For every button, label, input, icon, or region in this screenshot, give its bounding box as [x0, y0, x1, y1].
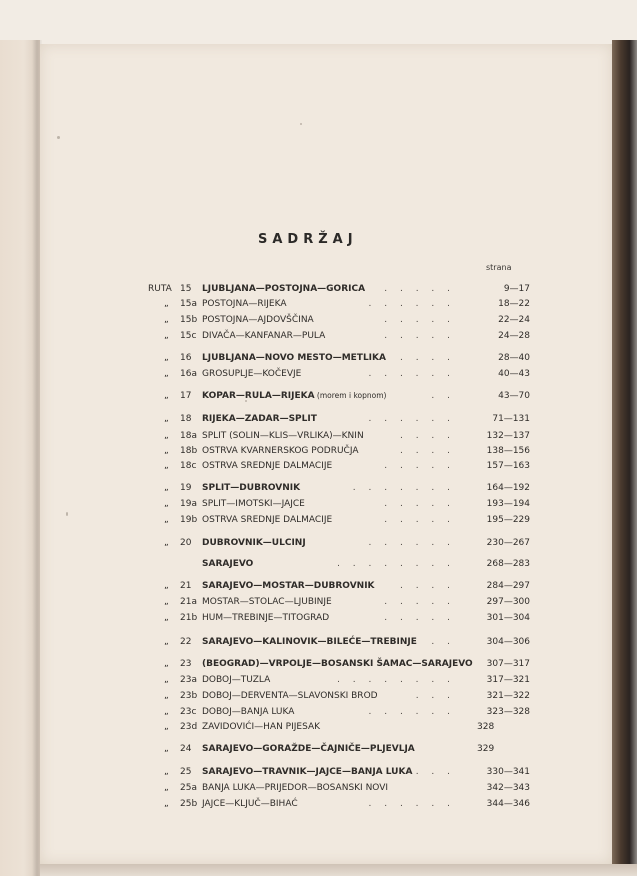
toc-entry-leader-dots: . . . . . . [368, 707, 455, 717]
toc-entry-prefix: „ [164, 767, 169, 777]
toc-entry-title: SARAJEVO—MOSTAR—DUBROVNIK [202, 581, 375, 591]
toc-entry-prefix: „ [164, 707, 169, 717]
toc-entry [0, 781, 637, 795]
toc-entry-page-range: 43—70 [498, 391, 530, 401]
toc-entry-page-range: 268—283 [486, 559, 530, 569]
toc-entry-prefix: „ [164, 744, 169, 754]
toc-entry-route-number: 15c [180, 331, 197, 341]
toc-entry-route-number: 18b [180, 446, 198, 456]
toc-entry [0, 329, 637, 343]
toc-entry [0, 412, 637, 426]
toc-entry-title: DOBOJ—DERVENTA—SLAVONSKI BROD [202, 691, 378, 701]
toc-entry [0, 481, 637, 495]
toc-entry-route-number: 23 [180, 659, 192, 669]
toc-entry-route-number: 21a [180, 597, 197, 607]
toc-entry-note: (morem i kopnom) [314, 391, 387, 400]
toc-entry-route-number: 15b [180, 315, 198, 325]
toc-entry-leader-dots: . . . . . [384, 284, 455, 294]
toc-entry [0, 705, 637, 719]
toc-entry-prefix: „ [164, 538, 169, 548]
toc-entry-leader-dots: . . . . . [384, 515, 455, 525]
toc-entry-page-range: 297—300 [486, 597, 530, 607]
toc-entry-prefix: „ [164, 315, 169, 325]
toc-entry [0, 513, 637, 527]
toc-entry-prefix: „ [164, 483, 169, 493]
toc-entry-title: DIVAČA—KANFANAR—PULA [202, 331, 326, 341]
page-title: SADRŽAJ [258, 232, 358, 247]
toc-entry-leader-dots: . . . . . . . [352, 483, 455, 493]
toc-entry-leader-dots: . . . [415, 767, 455, 777]
toc-entry-page-range: 328 [477, 722, 495, 732]
page-column-label: strana [486, 263, 512, 272]
toc-entry-prefix: „ [164, 446, 169, 456]
toc-entry [0, 557, 637, 571]
toc-entry-prefix: RUTA [148, 284, 172, 294]
toc-entry-leader-dots: . . . . [399, 353, 455, 363]
toc-entry-prefix: „ [164, 637, 169, 647]
toc-entry-prefix: „ [164, 414, 169, 424]
toc-entry-page-range: 284—297 [486, 581, 530, 591]
toc-entry [0, 351, 637, 365]
toc-entry [0, 313, 637, 327]
toc-entry-route-number: 18 [180, 414, 192, 424]
toc-entry-leader-dots: . . . . [399, 581, 455, 591]
toc-entry-title: LJUBLJANA—POSTOJNA—GORICA [202, 284, 366, 294]
toc-entry-prefix: „ [164, 299, 169, 309]
toc-entry-leader-dots: . . . . . . . . [337, 559, 455, 569]
toc-entry-leader-dots: . . . . . . . . [337, 675, 455, 685]
toc-entry-prefix: „ [164, 722, 169, 732]
toc-entry-title: SARAJEVO—TRAVNIK—JAJCE—BANJA LUKA [202, 767, 413, 777]
toc-entry [0, 282, 637, 296]
toc-entry-title: OSTRVA KVARNERSKOG PODRUČJA [202, 446, 359, 456]
toc-entry-route-number: 24 [180, 744, 192, 754]
toc-entry-prefix: „ [164, 783, 169, 793]
toc-entry-page-range: 329 [477, 744, 495, 754]
toc-entry-prefix: „ [164, 581, 169, 591]
toc-entry-leader-dots: . . . . [399, 446, 455, 456]
toc-entry-leader-dots: . . [431, 637, 455, 647]
toc-entry-leader-dots: . . . . . [384, 461, 455, 471]
toc-entry-route-number: 16 [180, 353, 192, 363]
paper-speck [57, 136, 60, 139]
toc-entry-route-number: 25b [180, 799, 198, 809]
toc-entry-title: POSTOJNA—AJDOVŠČINA [202, 315, 314, 325]
toc-entry-route-number: 19b [180, 515, 198, 525]
toc-entry-title: OSTRVA SREDNJE DALMACIJE [202, 515, 333, 525]
toc-entry [0, 536, 637, 550]
toc-entry-page-range: 22—24 [498, 315, 530, 325]
toc-entry [0, 742, 637, 756]
toc-entry-title: HUM—TREBINJE—TITOGRAD [202, 613, 330, 623]
toc-entry-route-number: 25 [180, 767, 192, 777]
toc-entry-page-range: 9—17 [503, 284, 530, 294]
toc-entry-page-range: 317—321 [486, 675, 530, 685]
toc-entry-page-range: 132—137 [486, 431, 530, 441]
toc-entry-page-range: 307—317 [486, 659, 530, 669]
toc-entry-leader-dots: . . . . . . [368, 538, 455, 548]
toc-entry-route-number: 23d [180, 722, 198, 732]
toc-entry-title: RIJEKA—ZADAR—SPLIT [202, 414, 317, 424]
toc-entry-page-range: 157—163 [486, 461, 530, 471]
toc-entry [0, 497, 637, 511]
toc-entry-prefix: „ [164, 461, 169, 471]
toc-entry-leader-dots: . . . . . . [368, 414, 455, 424]
toc-entry-prefix: „ [164, 799, 169, 809]
toc-entry-leader-dots: . . . . . [384, 597, 455, 607]
toc-entry-prefix: „ [164, 391, 169, 401]
toc-entry-leader-dots: . . . . . [384, 499, 455, 509]
toc-entry-leader-dots: . . . . . . [368, 799, 455, 809]
toc-entry-route-number: 19a [180, 499, 197, 509]
toc-entry [0, 579, 637, 593]
toc-entry-title: SPLIT—IMOTSKI—JAJCE [202, 499, 305, 509]
toc-entry-prefix: „ [164, 613, 169, 623]
toc-entry-title: DUBROVNIK—ULCINJ [202, 538, 306, 548]
toc-entry-route-number: 19 [180, 483, 192, 493]
toc-entry-title: ZAVIDOVIĆI—HAN PIJESAK [202, 722, 321, 732]
toc-entry-prefix: „ [164, 369, 169, 379]
toc-entry [0, 657, 637, 671]
toc-entry-title: OSTRVA SREDNJE DALMACIJE [202, 461, 333, 471]
toc-entry-page-range: 230—267 [486, 538, 530, 548]
toc-entry-route-number: 21b [180, 613, 198, 623]
toc-entry [0, 429, 637, 443]
toc-entry-title: BANJA LUKA—PRIJEDOR—BOSANSKI NOVI [202, 783, 389, 793]
toc-entry-prefix: „ [164, 597, 169, 607]
toc-entry-page-range: 24—28 [498, 331, 530, 341]
toc-entry-page-range: 344—346 [486, 799, 530, 809]
toc-entry-route-number: 21 [180, 581, 192, 591]
toc-entry-route-number: 23c [180, 707, 197, 717]
toc-entry-prefix: „ [164, 499, 169, 509]
toc-entry-page-range: 138—156 [486, 446, 530, 456]
toc-entry-page-range: 28—40 [498, 353, 530, 363]
toc-entry-page-range: 342—343 [486, 783, 530, 793]
toc-entry-leader-dots: . . . . . . [368, 299, 455, 309]
toc-entry-leader-dots: . . . . . [384, 331, 455, 341]
toc-entry-route-number: 23a [180, 675, 197, 685]
toc-entry [0, 720, 637, 734]
toc-entry-prefix: „ [164, 353, 169, 363]
toc-entry-page-range: 164—192 [486, 483, 530, 493]
toc-entry-page-range: 330—341 [486, 767, 530, 777]
toc-entry-title: DOBOJ—BANJA LUKA [202, 707, 295, 717]
toc-entry-prefix: „ [164, 675, 169, 685]
page-bottom-edge [40, 864, 637, 876]
toc-entry [0, 673, 637, 687]
toc-entry-prefix: „ [164, 659, 169, 669]
toc-entry-route-number: 23b [180, 691, 198, 701]
toc-entry [0, 611, 637, 625]
paper-speck [300, 123, 302, 125]
toc-entry-leader-dots: . . [431, 391, 455, 401]
toc-entry-title: SPLIT—DUBROVNIK [202, 483, 301, 493]
toc-entry-page-range: 301—304 [486, 613, 530, 623]
toc-entry [0, 297, 637, 311]
toc-entry-title: JAJCE—KLJUČ—BIHAĆ [202, 799, 298, 809]
toc-entry-title: LJUBLJANA—NOVO MESTO—METLIKA [202, 353, 386, 363]
toc-entry-title: POSTOJNA—RIJEKA [202, 299, 287, 309]
toc-entry-route-number: 16a [180, 369, 197, 379]
toc-entry-page-range: 304—306 [486, 637, 530, 647]
toc-entry-leader-dots: . . . . . [384, 613, 455, 623]
toc-entry [0, 367, 637, 381]
toc-entry [0, 765, 637, 779]
toc-entry-prefix: „ [164, 331, 169, 341]
toc-entry-title: SARAJEVO [202, 559, 254, 569]
toc-entry-title: MOSTAR—STOLAC—LJUBINJE [202, 597, 332, 607]
toc-entry-route-number: 20 [180, 538, 192, 548]
toc-entry-page-range: 18—22 [498, 299, 530, 309]
toc-entry-page-range: 323—328 [486, 707, 530, 717]
toc-entry-page-range: 321—322 [486, 691, 530, 701]
toc-entry-title: KOPAR—RULA—RIJEKA (morem i kopnom) [202, 391, 387, 401]
toc-entry-page-range: 193—194 [486, 499, 530, 509]
toc-entry-route-number: 18c [180, 461, 197, 471]
toc-entry-route-number: 22 [180, 637, 192, 647]
toc-entry [0, 689, 637, 703]
toc-entry-route-number: 15a [180, 299, 197, 309]
toc-entry-leader-dots: . . . . [399, 431, 455, 441]
toc-entry [0, 459, 637, 473]
toc-entry-route-number: 25a [180, 783, 197, 793]
toc-entry-title: GROSUPLJE—KOČEVJE [202, 369, 302, 379]
toc-entry [0, 389, 637, 403]
toc-entry [0, 635, 637, 649]
toc-entry-route-number: 15 [180, 284, 192, 294]
toc-entry-title: SPLIT (SOLIN—KLIS—VRLIKA)—KNIN [202, 431, 364, 441]
toc-entry-prefix: „ [164, 691, 169, 701]
toc-entry-title: SARAJEVO—GORAŽDE—ČAJNIČE—PLJEVLJA [202, 744, 415, 754]
toc-entry-leader-dots: . . . [415, 691, 455, 701]
toc-entry-leader-dots: . . . . . [384, 315, 455, 325]
toc-entry-title: DOBOJ—TUZLA [202, 675, 271, 685]
toc-entry-prefix: „ [164, 515, 169, 525]
toc-entry-page-range: 195—229 [486, 515, 530, 525]
toc-entry [0, 595, 637, 609]
toc-entry-title: SARAJEVO—KALINOVIK—BILEĆE—TREBINJE [202, 637, 417, 647]
toc-entry-prefix: „ [164, 431, 169, 441]
toc-entry-page-range: 71—131 [492, 414, 530, 424]
toc-entry-page-range: 40—43 [498, 369, 530, 379]
toc-entry [0, 797, 637, 811]
toc-entry-title: (BEOGRAD)—VRPOLJE—BOSANSKI ŠAMAC—SARAJEVO [202, 659, 473, 669]
toc-entry-route-number: 18a [180, 431, 197, 441]
toc-entry [0, 444, 637, 458]
toc-entry-leader-dots: . . . . . . [368, 369, 455, 379]
toc-entry-route-number: 17 [180, 391, 192, 401]
